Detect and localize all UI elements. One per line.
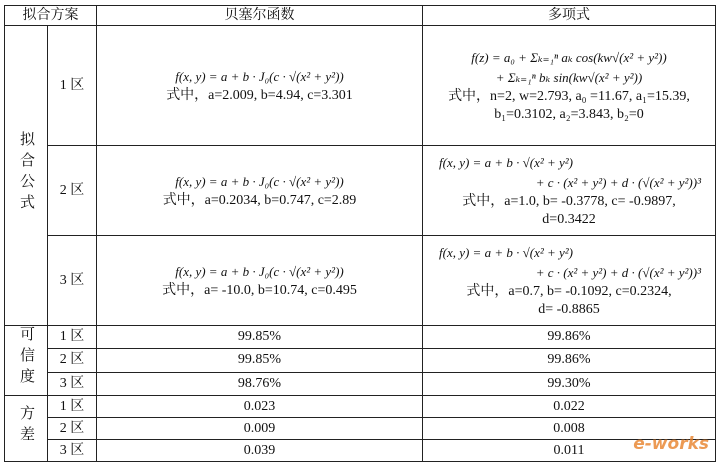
cell: 99.86% xyxy=(423,326,716,349)
zone-label: 2 区 xyxy=(48,418,97,440)
zone-label: 1 区 xyxy=(48,326,97,349)
cell: 99.85% xyxy=(97,349,423,372)
fitting-comparison-table xyxy=(4,5,716,462)
group-formula: 拟合公式 xyxy=(18,130,34,215)
cell: 98.76% xyxy=(97,372,423,395)
table-row xyxy=(5,440,716,462)
table-row xyxy=(5,236,716,326)
header-scheme: 拟合方案 xyxy=(5,6,97,26)
cell: 0.039 xyxy=(97,440,423,462)
bessel-formula: f(x, y) = a + b · J₀(c · √(x² + y²)) xyxy=(175,263,344,279)
bessel-params: 式中，a=2.009, b=4.94, c=3.301 xyxy=(166,87,353,103)
cell: 0.008 xyxy=(423,418,716,440)
cell: 0.022 xyxy=(423,396,716,418)
table-row xyxy=(5,146,716,236)
poly-params: d=0.3422 xyxy=(542,211,596,227)
bessel-params: 式中，a=0.2034, b=0.747, c=2.89 xyxy=(162,192,357,208)
cell: 0.009 xyxy=(97,418,423,440)
header-row xyxy=(5,6,716,26)
eworks-watermark-logo: e-works xyxy=(633,434,709,454)
header-poly: 多项式 xyxy=(423,6,716,26)
poly-formula-line2: + c · (x² + y²) + d · (√(x² + y²))³ xyxy=(535,174,701,190)
bessel-params: 式中，a= -10.0, b=10.74, c=0.495 xyxy=(162,282,357,298)
cell: 99.85% xyxy=(97,326,423,349)
table-row xyxy=(5,26,716,146)
bessel-formula: f(x, y) = a + b · J₀(c · √(x² + y²)) xyxy=(175,68,344,84)
poly-params: b₁=0.3102, a₂=3.843, b₂=0 xyxy=(494,106,644,122)
bessel-formula: f(x, y) = a + b · J₀(c · √(x² + y²)) xyxy=(175,173,344,189)
poly-params: 式中，n=2, w=2.793, a₀ =11.67, a₁=15.39, xyxy=(448,88,690,104)
poly-formula-line1: f(x, y) = a + b · √(x² + y²) xyxy=(439,154,574,170)
table-row xyxy=(5,396,716,418)
zone-label: 2 区 xyxy=(48,146,97,236)
zone-label: 1 区 xyxy=(48,26,97,146)
cell: 99.86% xyxy=(423,349,716,372)
poly-formula-line1: f(z) = a₀ + Σₖ₌₁ⁿ aₖ cos(kw√(x² + y²)) xyxy=(471,49,667,65)
cell: 99.30% xyxy=(423,372,716,395)
cell: 0.023 xyxy=(97,396,423,418)
table-row xyxy=(5,418,716,440)
zone-label: 3 区 xyxy=(48,236,97,326)
poly-formula-line1: f(x, y) = a + b · √(x² + y²) xyxy=(439,244,574,260)
poly-params: d= -0.8865 xyxy=(538,301,600,317)
table-row xyxy=(5,326,716,349)
table-row xyxy=(5,372,716,395)
poly-params: 式中，a=1.0, b= -0.3778, c= -0.9897, xyxy=(462,193,676,209)
zone-label: 2 区 xyxy=(48,349,97,372)
zone-label: 3 区 xyxy=(48,440,97,462)
poly-params: 式中，a=0.7, b= -0.1092, c=0.2324, xyxy=(466,283,672,299)
zone-label: 3 区 xyxy=(48,372,97,395)
header-bessel: 贝塞尔函数 xyxy=(97,6,423,26)
zone-label: 1 区 xyxy=(48,396,97,418)
cell: 0.011 xyxy=(423,440,716,462)
poly-formula-line2: + c · (x² + y²) + d · (√(x² + y²))³ xyxy=(535,264,701,280)
table-row xyxy=(5,349,716,372)
poly-formula-line2: + Σₖ₌₁ⁿ bₖ sin(kw√(x² + y²)) xyxy=(495,69,643,85)
group-variance: 方差 xyxy=(18,404,34,447)
group-credibility: 可信度 xyxy=(18,326,34,389)
